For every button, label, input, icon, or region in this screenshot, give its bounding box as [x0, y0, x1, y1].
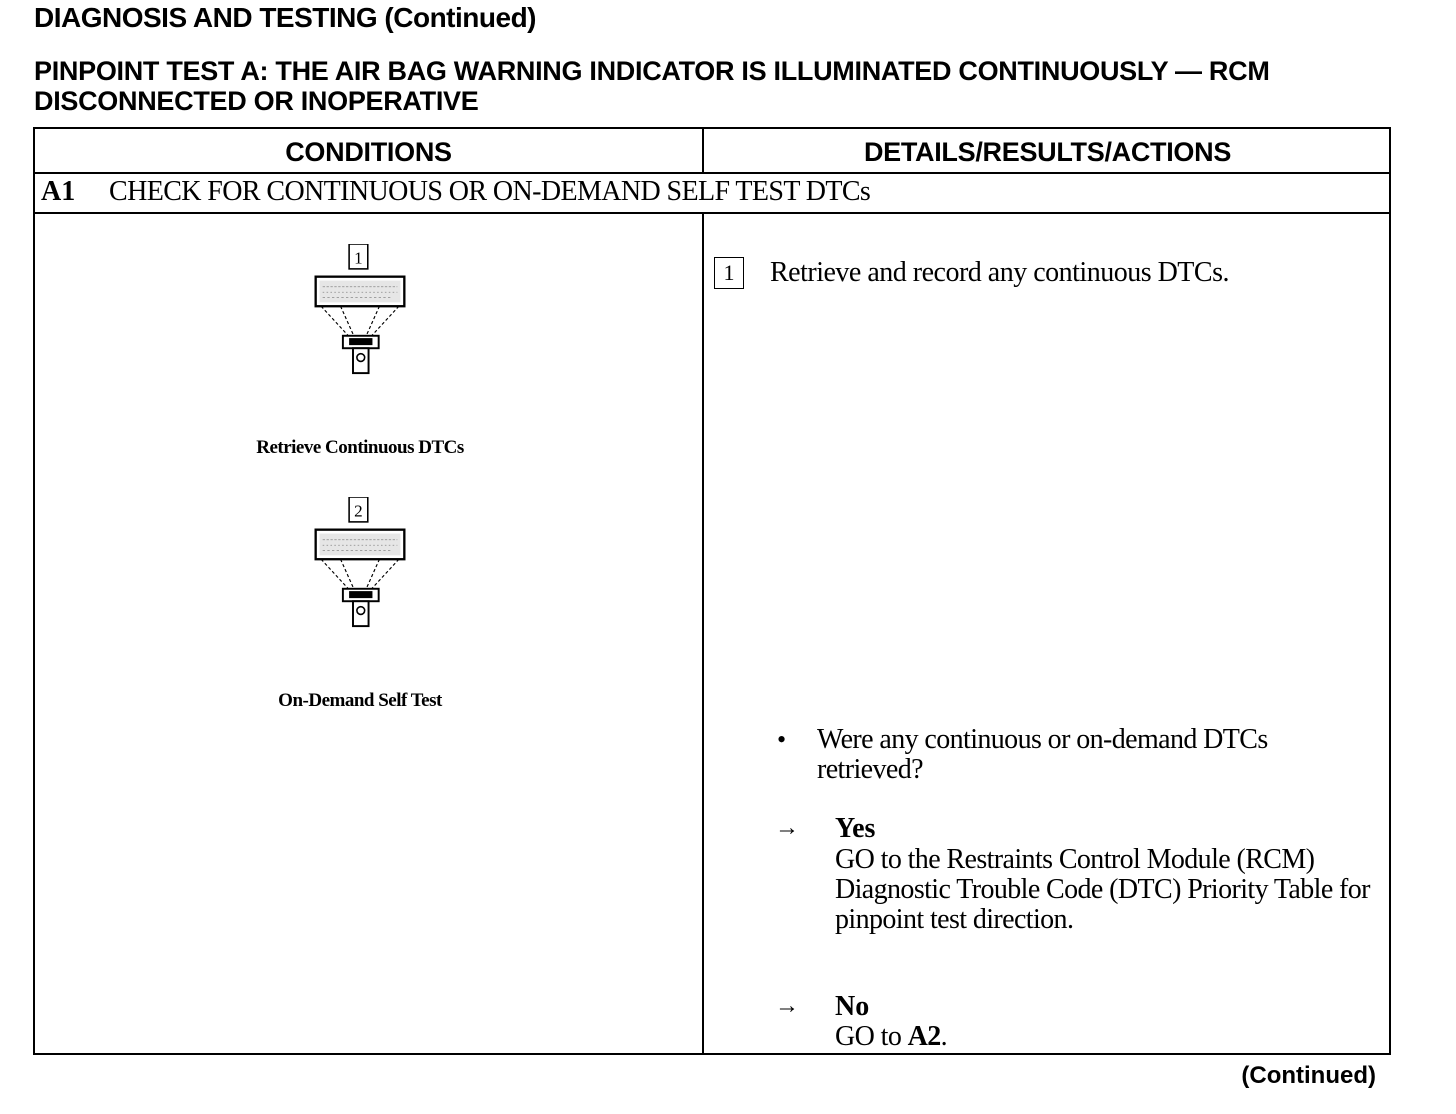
step-id: A1 — [41, 176, 76, 207]
question-bullet: • — [777, 725, 787, 754]
scan-tool-icon — [290, 244, 430, 384]
figure-2-number: 2 — [354, 501, 363, 521]
figure-2-caption: On-Demand Self Test — [278, 690, 442, 711]
no-action-step-link: A2 — [907, 1021, 941, 1052]
figure-1-caption: Retrieve Continuous DTCs — [256, 437, 464, 458]
details-header: DETAILS/RESULTS/ACTIONS — [863, 137, 1232, 167]
question-text: Were any continuous or on-demand DTCs retrieved? — [817, 724, 1268, 785]
step-title: CHECK FOR CONTINUOUS OR ON-DEMAND SELF TEST DTCs — [109, 176, 871, 207]
yes-arrow-icon: → — [775, 815, 799, 841]
conditions-header: CONDITIONS — [285, 137, 452, 167]
no-action-suffix: . — [940, 1021, 948, 1052]
action-1-number: 1 — [714, 257, 744, 289]
table-header-row — [35, 129, 1389, 174]
pinpoint-test-title: PINPOINT TEST A: THE AIR BAG WARNING INDICATOR IS ILLUMINATED CONTINUOUSLY — RCM DISCONNECTED OR INOPERATIVE — [34, 56, 1270, 116]
scan-tool-icon — [290, 497, 430, 637]
continued-footer: (Continued) — [1241, 1062, 1376, 1089]
column-divider — [702, 129, 704, 1053]
no-arrow-icon: → — [775, 993, 799, 1019]
page-header: DIAGNOSIS AND TESTING (Continued) — [34, 2, 536, 33]
yes-label: Yes — [835, 813, 876, 844]
no-action-text — [835, 1022, 1395, 1052]
diagnostic-table — [33, 127, 1391, 1055]
no-label: No — [835, 991, 870, 1022]
figure-1-number: 1 — [354, 248, 363, 268]
no-action-prefix: GO to — [835, 1021, 908, 1052]
action-1-text: Retrieve and record any continuous DTCs. — [770, 257, 1229, 288]
step-row — [35, 174, 1389, 214]
yes-action-text: GO to the Restraints Control Module (RCM) Diagnostic Trouble Code (DTC) Priority Table for pinpoint test direction. — [835, 844, 1370, 935]
